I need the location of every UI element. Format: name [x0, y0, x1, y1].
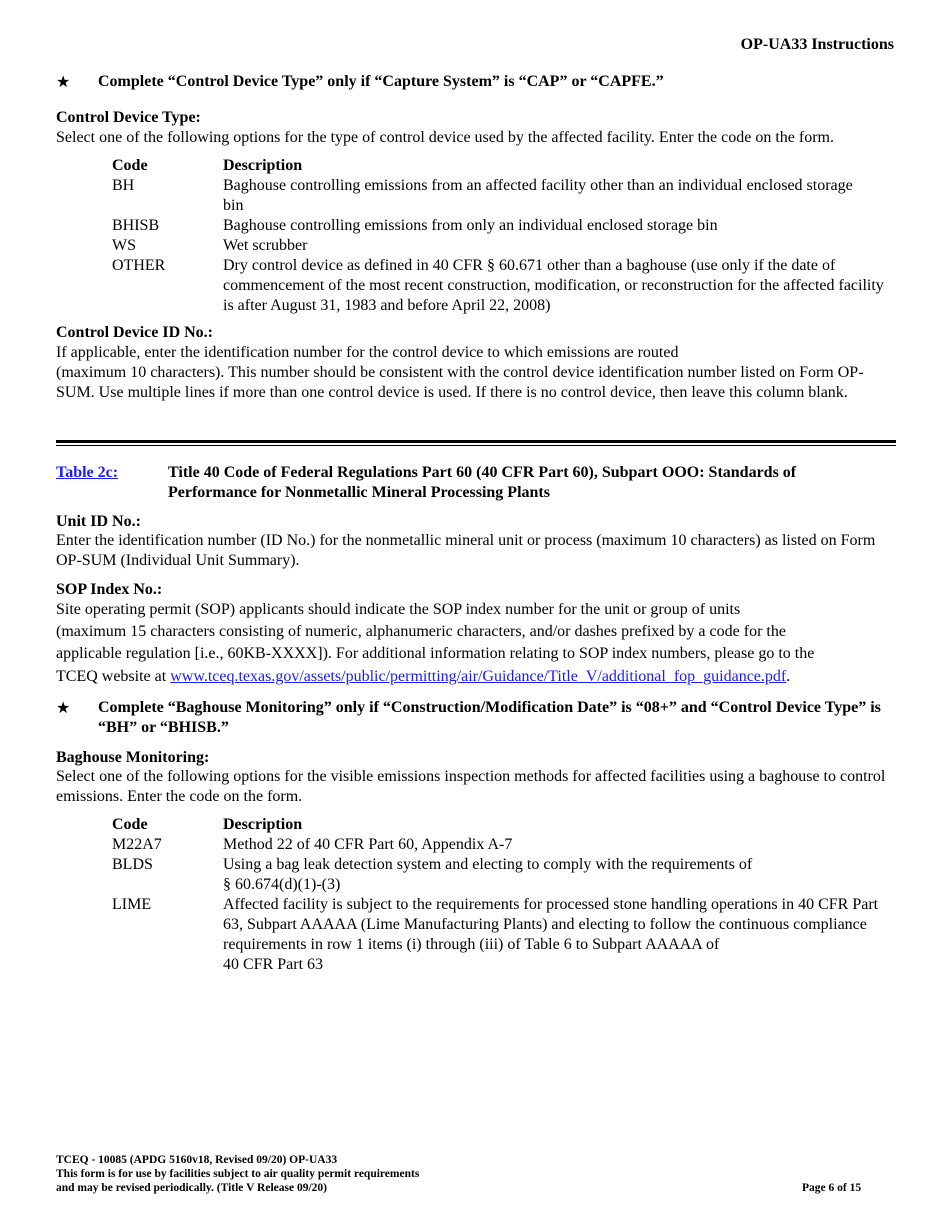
sop-index-line4-prefix: TCEQ website at [56, 668, 171, 685]
description-column-header: Description [223, 157, 303, 174]
control-device-type-heading: Control Device Type: [56, 109, 201, 126]
star-icon: ★ [56, 74, 71, 91]
table-header-row [112, 815, 897, 835]
row-code: M22A7 [112, 836, 162, 853]
star-icon: ★ [56, 700, 71, 717]
footer-form-info [56, 1153, 419, 1195]
sop-index-heading: SOP Index No.: [56, 581, 163, 598]
sop-index-line4-suffix: . [786, 668, 791, 685]
table-row [112, 855, 897, 895]
row-code: WS [112, 237, 136, 254]
fop-guidance-link[interactable]: www.tceq.texas.gov/assets/public/permitting/air/Guidance/Title_V/additional_fop_guidance.pdf [170, 668, 787, 685]
sop-index-line3: applicable regulation [i.e., 60KB-XXXX]). For additional information relating to SOP index numbers, please go to the [56, 645, 815, 662]
footer-line: This form is for use by facilities subject to air quality permit requirements [56, 1168, 420, 1180]
code-column-header: Code [112, 816, 148, 833]
description-column-header: Description [223, 816, 303, 833]
row-description: Method 22 of 40 CFR Part 60, Appendix A-7 [223, 836, 513, 853]
table-row [112, 236, 897, 256]
code-column-header: Code [112, 157, 148, 174]
row-description [223, 895, 897, 975]
baghouse-monitoring-heading: Baghouse Monitoring: [56, 749, 210, 766]
table-row [112, 216, 897, 236]
page-number: Page 6 of 15 [802, 1182, 862, 1194]
footer-line: TCEQ - 10085 (APDG 5160v18, Revised 09/20) OP-UA33 [56, 1154, 338, 1166]
sop-index-line1: Site operating permit (SOP) applicants should indicate the SOP index number for the unit or group of units [56, 601, 741, 618]
star-note-control-device-type: Complete “Control Device Type” only if “Capture System” is “CAP” or “CAPFE.” [98, 73, 664, 90]
baghouse-monitoring-table [112, 815, 897, 975]
row-code: OTHER [112, 257, 166, 274]
row-description: Dry control device as defined in 40 CFR § 60.671 other than a baghouse (use only if the date of commencement of the most recent construction, modification, or reconstruction for the affected facility is after August 31, 1983 and before April 22, 2008) [223, 257, 884, 314]
row-code: BLDS [112, 856, 153, 873]
row-description [223, 855, 897, 895]
page-header-title: OP-UA33 Instructions [740, 36, 894, 53]
row-description-line: 40 CFR Part 63 [223, 956, 324, 973]
control-device-type-intro: Select one of the following options for the type of control device used by the affected facility. Enter the code on the form. [56, 129, 834, 146]
sop-index-line2: (maximum 15 characters consisting of numeric, alphanumeric characters, and/or dashes prefixed by a code for the [56, 623, 786, 640]
table-row [112, 176, 897, 216]
unit-id-heading: Unit ID No.: [56, 513, 141, 530]
control-device-id-line2: (maximum 10 characters). This number should be consistent with the control device identification number listed on Form OP-SUM. Use multiple lines if more than one control device is used. If there is no control device, then leave this column blank. [56, 364, 864, 401]
unit-id-text: Enter the identification number (ID No.) for the nonmetallic mineral unit or process (maximum 10 characters) as listed on Form OP-SUM (Individual Unit Summary). [56, 532, 876, 569]
star-note-baghouse-monitoring: Complete “Baghouse Monitoring” only if “Construction/Modification Date” is “08+” and “Control Device Type” is “BH” or “BHISB.” [98, 699, 881, 736]
section-divider-thin [56, 445, 896, 446]
row-description: Wet scrubber [223, 237, 308, 254]
table-row [112, 895, 897, 975]
table-2c-link[interactable]: Table 2c: [56, 464, 119, 481]
row-description: Baghouse controlling emissions from only an individual enclosed storage bin [223, 217, 718, 234]
table-row [112, 835, 897, 855]
footer-line: and may be revised periodically. (Title V Release 09/20) [56, 1182, 327, 1194]
control-device-type-table [112, 156, 897, 316]
control-device-id-line1: If applicable, enter the identification number for the control device to which emissions are routed [56, 344, 679, 361]
table-header-row [112, 156, 897, 176]
control-device-id-heading: Control Device ID No.: [56, 324, 214, 341]
row-description-line: § 60.674(d)(1)-(3) [223, 876, 341, 893]
row-description-line: Using a bag leak detection system and electing to comply with the requirements of [223, 856, 753, 873]
table-row [112, 256, 897, 316]
row-code: LIME [112, 896, 152, 913]
row-code: BHISB [112, 217, 160, 234]
section-divider [56, 440, 896, 443]
row-description-line: Affected facility is subject to the requirements for processed stone handling operations in 40 CFR Part 63, Subpart AAAAA (Lime Manufacturing Plants) and electing to follow the continuous compliance requirements in row 1 items (i) through (iii) of Table 6 to Subpart AAAAA of [223, 896, 879, 953]
table-2c-title: Title 40 Code of Federal Regulations Part 60 (40 CFR Part 60), Subpart OOO: Standards of Performance for Nonmetallic Mineral Processing Plants [168, 464, 797, 501]
row-code: BH [112, 177, 135, 194]
sop-index-line4 [56, 667, 936, 687]
row-description: Baghouse controlling emissions from an affected facility other than an individual enclosed storage bin [223, 177, 853, 214]
baghouse-monitoring-intro: Select one of the following options for the visible emissions inspection methods for affected facilities using a baghouse to control emissions. Enter the code on the form. [56, 768, 886, 805]
